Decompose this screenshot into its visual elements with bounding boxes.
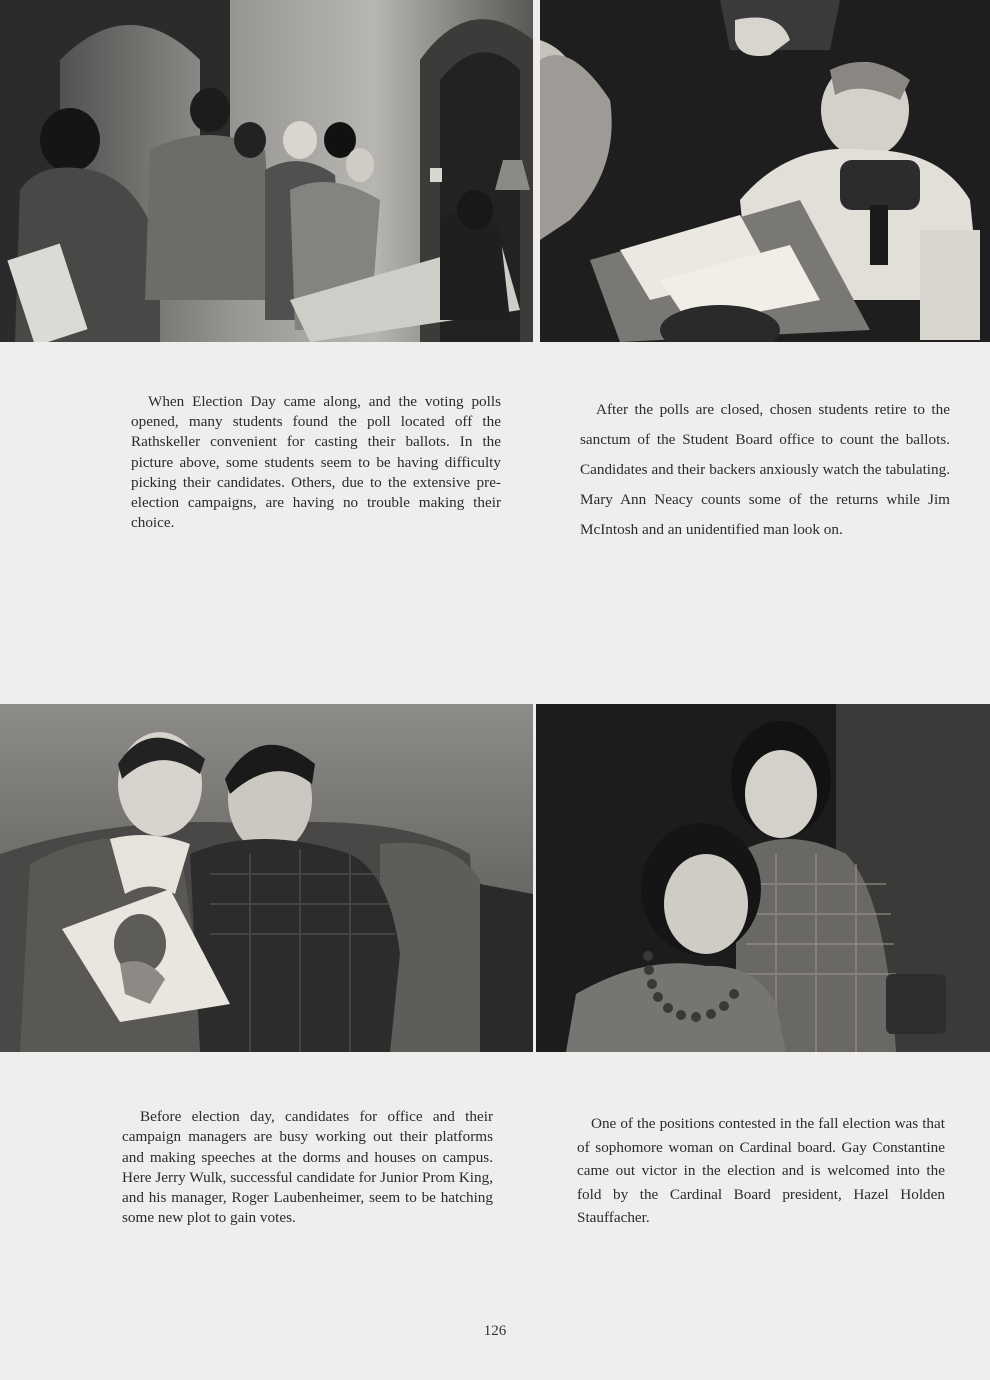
caption-voting-polls: When Election Day came along, and the voting polls opened, many students found the poll located off the Rathskeller convenient for casting their ballots. In the picture above, some students seem to be having difficulty picking their candidates. Others, due to the extensive pre-election campaigns, are having no trouble making their choice. (131, 393, 501, 532)
photo-candidates-reading-magazine (0, 704, 533, 1052)
photograph-icon (0, 0, 533, 342)
photo-students-voting-rathskeller (0, 0, 533, 342)
photo-counting-ballots (540, 0, 990, 342)
photograph-icon (0, 704, 533, 1052)
photo-two-women-cardinal-board (536, 704, 990, 1052)
caption-cardinal-board: One of the positions contested in the fall election was that of sophomore woman on Cardinal board. Gay Constantine came out victor in the election and is welcomed into the fold by the Cardinal Board president, Hazel Holden Stauffacher. (577, 1115, 945, 1226)
caption-counting-ballots: After the polls are closed, chosen students retire to the sanctum of the Student Board office to count the ballots. Candidates and their backers anxiously watch the tabulating. Mary Ann Neacy counts some of the returns while Jim McIntosh and an unidentified man look on. (580, 401, 950, 538)
photograph-icon (540, 0, 990, 342)
photograph-icon (536, 704, 990, 1052)
caption-candidates-campaign: Before election day, candidates for office and their campaign managers are busy working out their platforms and making speeches at the dorms and houses on campus. Here Jerry Wulk, successful candidate for Junior Prom King, and his manager, Roger Laubenheimer, seem to be hatching some new plot to gain votes. (122, 1108, 493, 1227)
page-number: 126 (483, 1323, 507, 1339)
